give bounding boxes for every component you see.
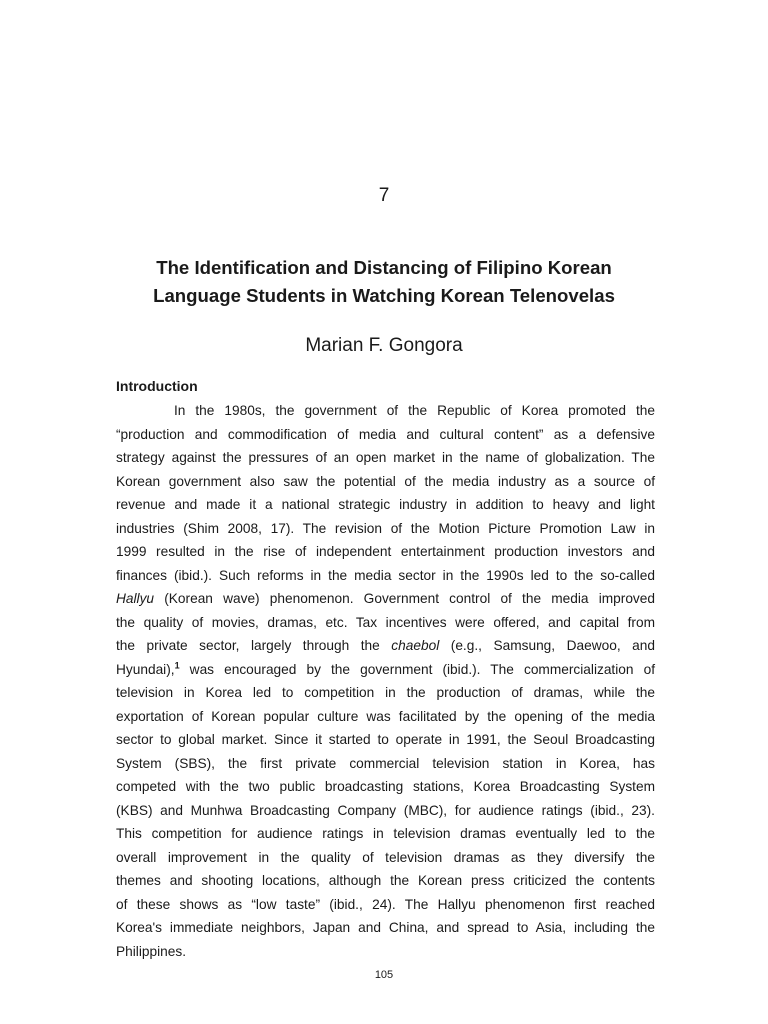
footnote-reference[interactable]: 1	[174, 659, 180, 670]
text-line: revenue and made it a national strategic industry in addition to heavy and light	[116, 497, 655, 512]
text-line: Korean government also saw the potential of the media industry as a source of	[116, 473, 655, 489]
section-heading: Introduction	[116, 378, 198, 394]
italic-term: Hallyu	[116, 591, 155, 606]
text-line: the private sector, largely through the chaebol (e.g., Samsung, Daewoo, and	[116, 638, 655, 653]
text-line: Korea's immediate neighbors, Japan and China, and spread to Asia, including the	[116, 920, 655, 935]
text-line: overall improvement in the quality of television dramas as they diversify the	[116, 849, 655, 865]
text-line: Hallyu (Korean wave) phenomenon. Government control of the media improved	[116, 591, 655, 606]
chapter-title-line-2: Language Students in Watching Korean Telenovelas	[153, 285, 615, 306]
text-line: Philippines.	[116, 943, 187, 959]
text-line: 1999 resulted in the rise of independent entertainment production investors and	[116, 544, 655, 559]
italic-term: chaebol	[391, 638, 440, 653]
text-line: (KBS) and Munhwa Broadcasting Company (MBC), for audience ratings (ibid., 23).	[116, 802, 655, 818]
text-line: “production and commodification of media and cultural content” as a defensive	[116, 426, 655, 442]
body-paragraph	[116, 399, 655, 963]
text-line: System (SBS), the first private commercial television station in Korea, has	[116, 755, 655, 771]
text-line: exportation of Korean popular culture was facilitated by the opening of the media	[116, 708, 655, 724]
chapter-title	[100, 254, 668, 310]
chapter-number: 7	[378, 185, 390, 206]
text-line: the quality of movies, dramas, etc. Tax incentives were offered, and capital from	[116, 614, 655, 630]
page-number: 105	[374, 969, 394, 981]
chapter-title-line-1: The Identification and Distancing of Filipino Korean	[156, 257, 612, 278]
text-line: sector to global market. Since it started to operate in 1991, the Seoul Broadcasting	[116, 732, 655, 747]
text-line: This competition for audience ratings in television dramas eventually led to the	[116, 826, 655, 841]
text-line: competed with the two public broadcasting stations, Korea Broadcasting System	[116, 779, 655, 794]
text-line: of these shows as “low taste” (ibid., 24). The Hallyu phenomenon first reached	[116, 896, 655, 912]
text-line: finances (ibid.). Such reforms in the media sector in the 1990s led to the so-called	[116, 567, 655, 583]
author-name: Marian F. Gongora	[305, 335, 463, 356]
text-line: themes and shooting locations, although the Korean press criticized the contents	[116, 873, 655, 888]
text-line: strategy against the pressures of an open market in the name of globalization. The	[116, 450, 655, 465]
text-line: industries (Shim 2008, 17). The revision of the Motion Picture Promotion Law in	[116, 520, 655, 536]
text-line: Hyundai),$^1$ was encouraged by the government (ibid.). The commercialization of	[116, 659, 655, 677]
text-line: In the 1980s, the government of the Republic of Korea promoted the	[174, 403, 655, 418]
text-line: television in Korea led to competition in the production of dramas, while the	[116, 685, 655, 700]
